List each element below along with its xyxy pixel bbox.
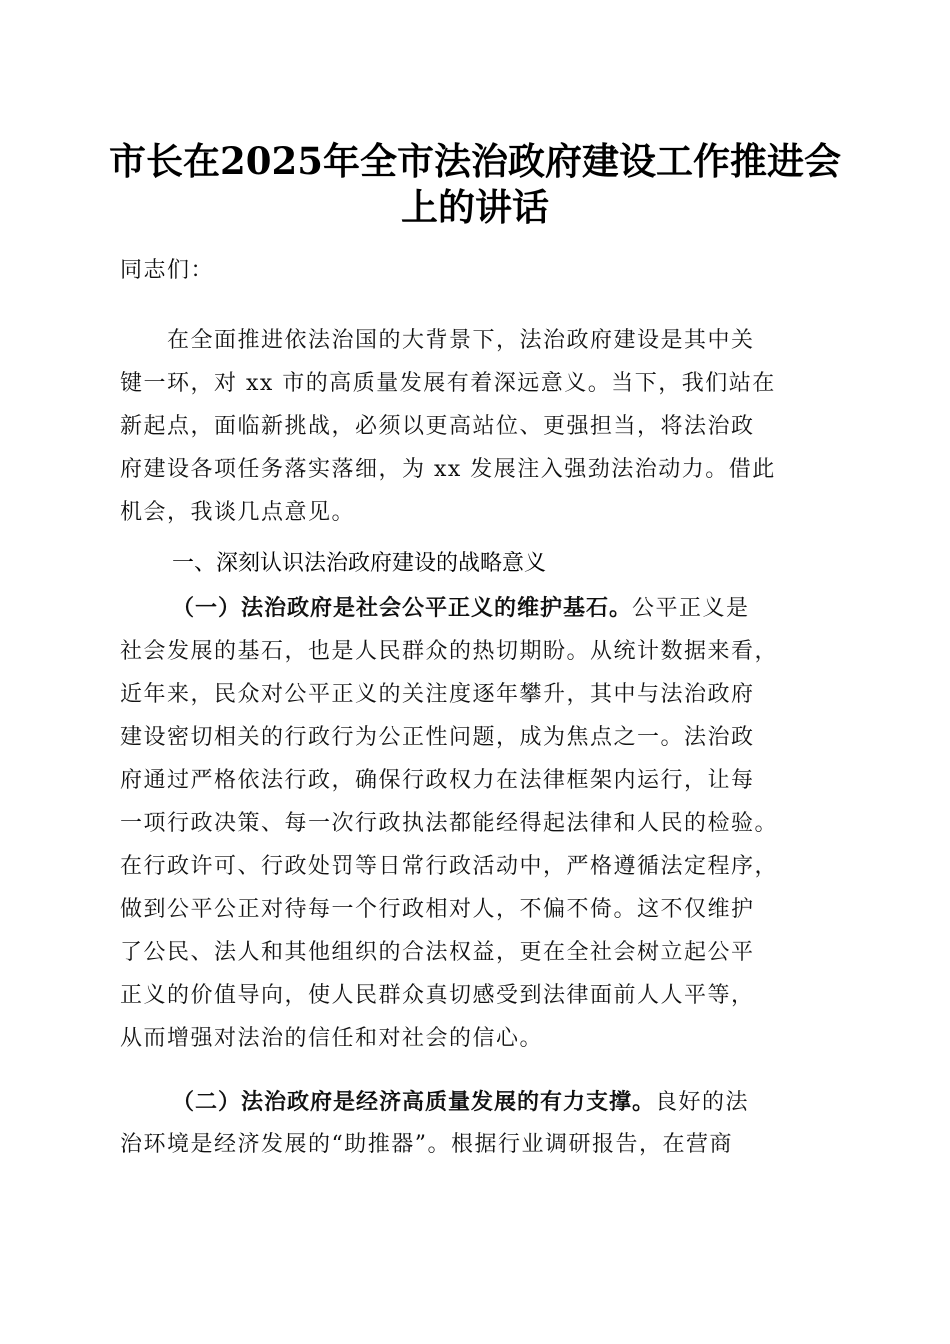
sub-paragraph-1-line: 了公民、法人和其他组织的合法权益，更在全社会树立起公平 xyxy=(120,940,755,965)
sub-paragraph-1-line: 建设密切相关的行政行为公正性问题，成为焦点之一。法治政 xyxy=(120,725,755,750)
sub-heading-1: （一）法治政府是社会公平正义的维护基石。 xyxy=(172,596,633,621)
sub-paragraph-1-line: 正义的价值导向，使人民群众真切感受到法律面前人人平等， xyxy=(120,983,755,1008)
intro-line-3: 新起点，面临新挑战，必须以更高站位、更强担当，将法治政 xyxy=(120,414,755,439)
sub-paragraph-1-line: 近年来，民众对公平正义的关注度逐年攀升，其中与法治政府 xyxy=(120,682,755,707)
sub-paragraph-1-lead: 公平正义是 xyxy=(632,596,750,621)
document-title-line-1: 市长在2025年全市法治政府建设工作推进会 xyxy=(109,139,841,183)
section-heading-1: 一、深刻认识法治政府建设的战略意义 xyxy=(172,551,547,576)
sub-paragraph-1-line: 府通过严格依法行政，确保行政权力在法律框架内运行，让每 xyxy=(120,768,755,793)
intro-line-2: 键一环，对 xx 市的高质量发展有着深远意义。当下，我们站在 xyxy=(120,371,776,396)
sub-paragraph-1-line: 一项行政决策、每一次行政执法都能经得起法律和人民的检验。 xyxy=(120,811,779,836)
sub-paragraph-2-line: 治环境是经济发展的“助推器”。根据行业调研报告，在营商 xyxy=(120,1132,733,1157)
sub-paragraph-1-line: 做到公平公正对待每一个行政相对人，不偏不倚。这不仅维护 xyxy=(120,897,755,922)
sub-paragraph-1-line: 从而增强对法治的信任和对社会的信心。 xyxy=(120,1026,544,1051)
intro-line-1: 在全面推进依法治国的大背景下，法治政府建设是其中关 xyxy=(120,328,755,353)
sub-paragraph-1-line: 社会发展的基石，也是人民群众的热切期盼。从统计数据来看， xyxy=(120,639,779,664)
intro-line-4: 府建设各项任务落实落细，为 xx 发展注入强劲法治动力。借此 xyxy=(120,457,776,482)
document-title-line-2: 上的讲话 xyxy=(401,185,549,229)
intro-line-5: 机会，我谈几点意见。 xyxy=(120,500,356,525)
sub-paragraph-1-line: 在行政许可、行政处罚等日常行政活动中，严格遵循法定程序， xyxy=(120,854,779,879)
salutation: 同志们： xyxy=(120,258,215,283)
sub-heading-2: （二）法治政府是经济高质量发展的有力支撑。 xyxy=(172,1090,656,1115)
sub-paragraph-2-first-line xyxy=(172,1088,892,1118)
sub-paragraph-1-first-line xyxy=(172,594,892,624)
sub-paragraph-2-lead: 良好的法 xyxy=(655,1090,750,1115)
